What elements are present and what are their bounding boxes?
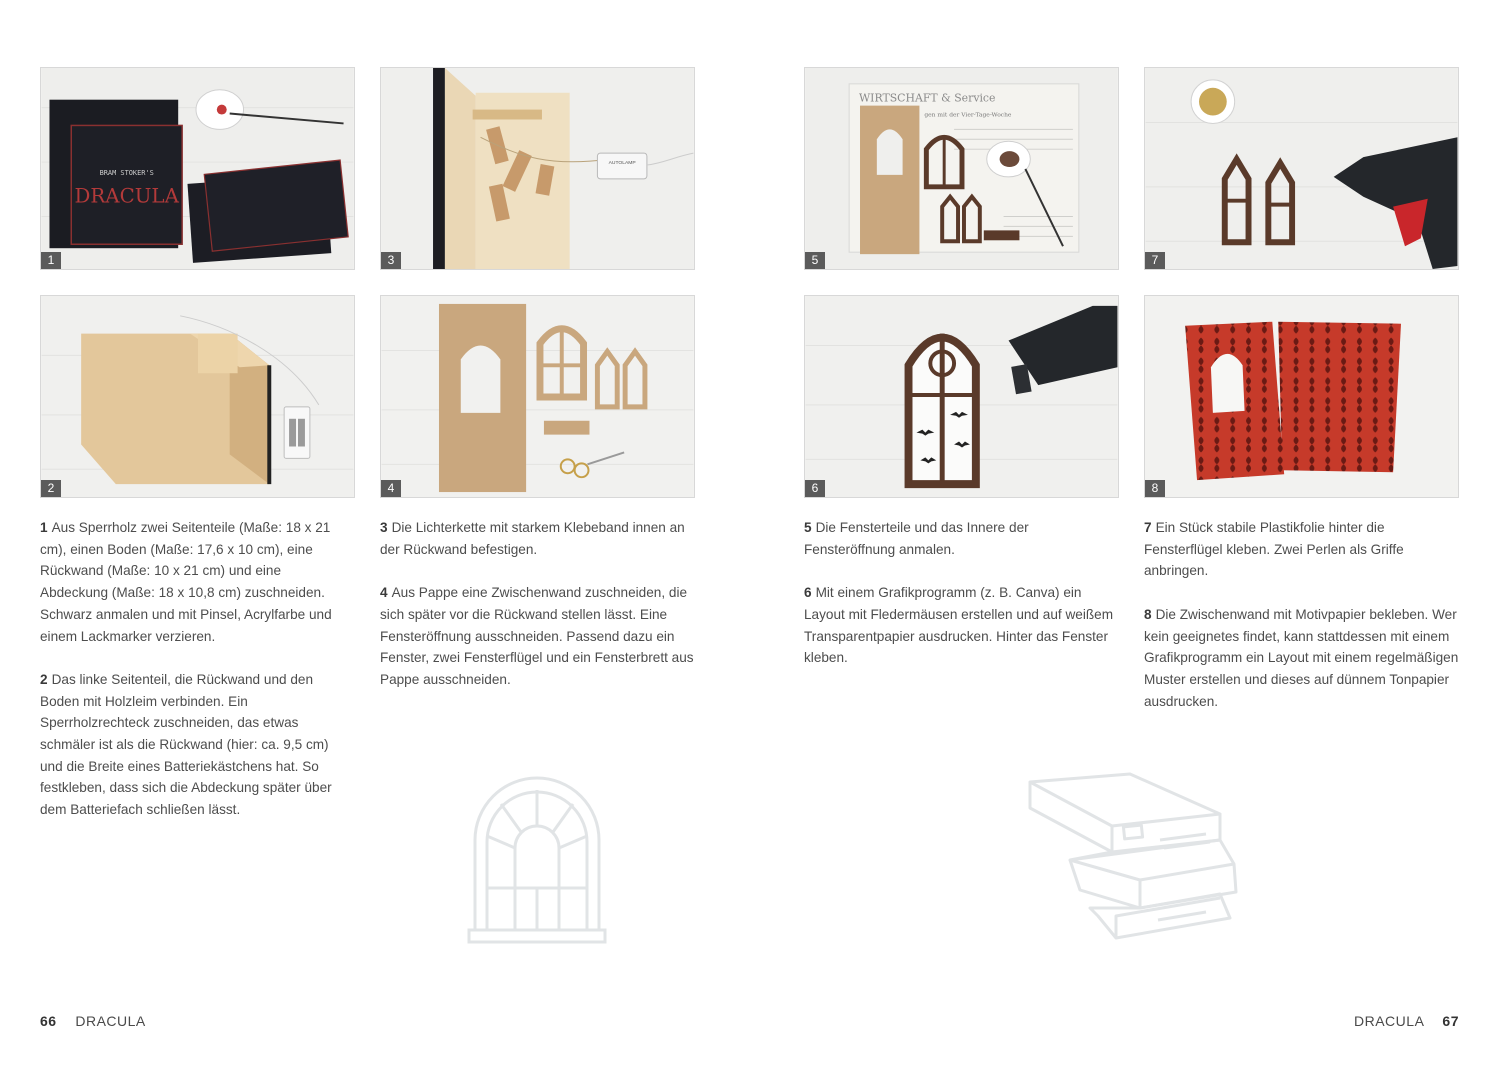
step-text: Das linke Seitenteil, die Rückwand und den Boden mit Holzleim verbinden. Ein Sperrholzrechteck zuschneiden, das etwas schmäler ist als die Rückwand (hier: ca. 9,5 cm) und die Breite eines Batteriekästchens hat. So festkleben, dass sich die Abdeckung später über dem Batteriefach schließen lässt. — [40, 671, 332, 818]
photo-step-4 — [380, 295, 695, 498]
photo-step-7 — [1144, 67, 1459, 270]
photo-step-2 — [40, 295, 355, 498]
step-badge: 3 — [381, 252, 401, 269]
photo-step-6 — [804, 295, 1119, 498]
photo-plywood-box — [41, 296, 354, 497]
photo-window-with-bats — [805, 296, 1118, 497]
step-4 — [380, 582, 698, 691]
step-text: Die Fensterteile und das Innere der Fensteröffnung anmalen. — [804, 520, 1029, 557]
step-number: 5 — [804, 520, 812, 535]
footer-left — [40, 1013, 146, 1029]
photo-glue-gun-and-beads — [1145, 68, 1458, 269]
step-text: Aus Sperrholz zwei Seitenteile (Maße: 18 x 21 cm), einen Boden (Maße: 17,6 x 10 cm), eine Rückwand (Maße: 10 x 21 cm) und eine Abdeckung (Maße: 18 x 10,8 cm) zuschneiden. Schwarz anmalen und mit Pinsel, Acrylfarbe und einem Lackmarker verzieren. — [40, 520, 332, 644]
step-number: 7 — [1144, 520, 1152, 535]
instructions-column-4 — [1144, 517, 1459, 734]
instructions-column-3 — [804, 517, 1114, 691]
stacked-books-icon — [1020, 768, 1242, 944]
photo-step-5 — [804, 67, 1119, 270]
photo-painting-on-newspaper — [805, 68, 1118, 269]
step-number: 8 — [1144, 606, 1152, 622]
step-badge: 5 — [805, 252, 825, 269]
step-badge: 6 — [805, 480, 825, 497]
photo-step-3 — [380, 67, 695, 270]
running-title-left: DRACULA — [75, 1013, 146, 1029]
step-2 — [40, 669, 350, 821]
footer-right — [1354, 1013, 1459, 1029]
newspaper-subline: gen mit der Vier-Tage-Woche — [924, 111, 1012, 119]
step-badge: 7 — [1145, 252, 1165, 269]
step-number: 1 — [40, 520, 48, 535]
step-badge: 2 — [41, 480, 61, 497]
step-7 — [1144, 517, 1459, 582]
step-text: Mit einem Grafikprogramm (z. B. Canva) ein Layout mit Fledermäusen erstellen und auf weißem Transparentpapier ausdrucken. Hinter das Fenster kleben. — [804, 585, 1114, 666]
step-badge: 8 — [1145, 480, 1165, 497]
photo-step-8 — [1144, 295, 1459, 498]
newspaper-headline: WIRTSCHAFT & Service — [859, 91, 996, 105]
photo-fairy-lights — [381, 68, 694, 269]
page-number-left: 66 — [40, 1013, 57, 1029]
instructions-column-1 — [40, 517, 350, 843]
photo-cardboard-parts — [381, 296, 694, 497]
step-8 — [1144, 604, 1459, 713]
running-title-right: DRACULA — [1354, 1013, 1424, 1029]
step-number: 4 — [380, 585, 388, 601]
battery-box-label: AUTOLAMP — [608, 161, 636, 167]
arched-window-icon — [465, 770, 610, 948]
instructions-column-2 — [380, 517, 698, 712]
book-title-line2: DRACULA — [74, 184, 179, 208]
step-text: Aus Pappe eine Zwischenwand zuschneiden, die sich später vor die Rückwand stellen lässt. Eine Fensteröffnung ausschneiden. Passend dazu ein Fenster, zwei Fensterflügel und ein Fensterbrett aus Pappe ausschneiden. — [380, 585, 694, 687]
step-number: 2 — [40, 671, 48, 687]
step-text: Ein Stück stabile Plastikfolie hinter die Fensterflügel kleben. Zwei Perlen als Griffe anbringen. — [1144, 520, 1404, 579]
step-number: 3 — [380, 520, 388, 535]
step-text: Die Lichterkette mit starkem Klebeband innen an der Rückwand befestigen. — [380, 520, 685, 557]
book-title-line1: BRAM STOKER'S — [99, 168, 154, 177]
step-6 — [804, 582, 1114, 669]
step-text: Die Zwischenwand mit Motivpapier bekleben. Wer kein geeignetes findet, kann stattdessen mit einem Grafikprogramm ein Layout mit einem regelmäßigen Muster erstellen und dieses auf dünnem Tonpapier ausdrucken. — [1144, 606, 1459, 709]
photo-damask-paper — [1145, 296, 1458, 497]
photo-book-covers — [41, 68, 354, 269]
step-1 — [40, 517, 350, 647]
step-5 — [804, 517, 1114, 560]
step-3 — [380, 517, 698, 560]
step-badge: 4 — [381, 480, 401, 497]
photo-step-1 — [40, 67, 355, 270]
page-number-right: 67 — [1442, 1013, 1459, 1029]
step-number: 6 — [804, 585, 812, 601]
step-badge: 1 — [41, 252, 61, 269]
